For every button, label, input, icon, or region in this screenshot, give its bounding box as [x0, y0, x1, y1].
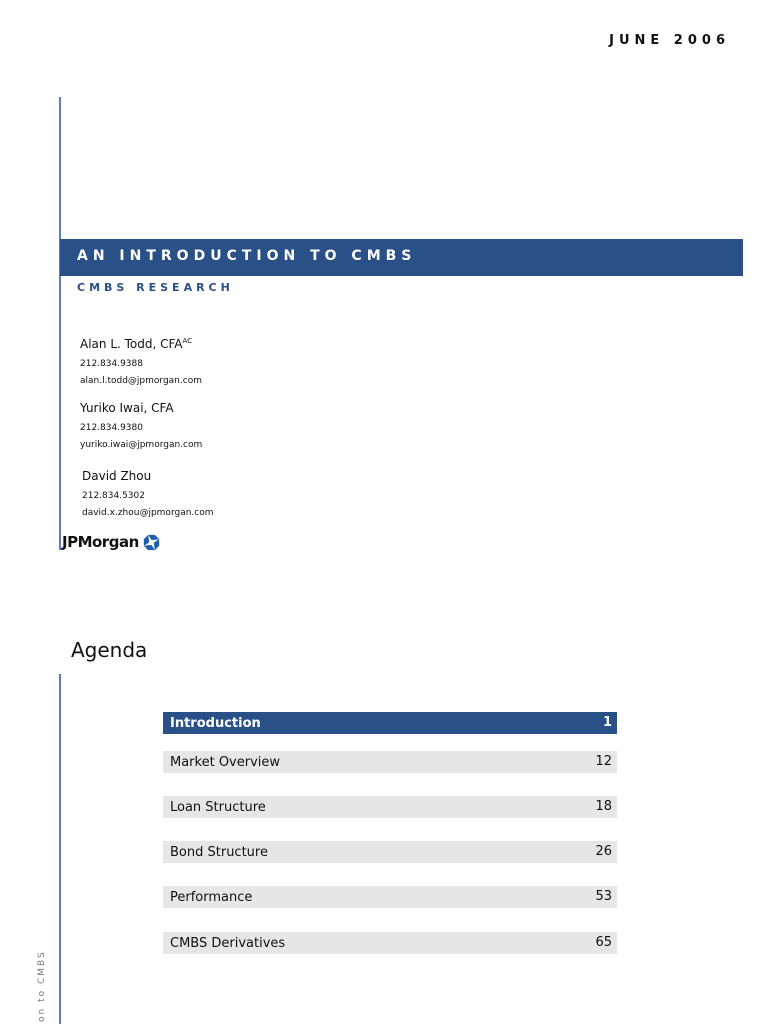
agenda-item-cmbs-derivatives[interactable]: [163, 932, 617, 954]
author-email[interactable]: yuriko.iwai@jpmorgan.com: [80, 440, 203, 450]
report-title: AN INTRODUCTION TO CMBS: [77, 248, 417, 264]
agenda-title: Agenda: [71, 638, 148, 662]
agenda-item-label: Loan Structure: [170, 800, 266, 815]
agenda-item-bond-structure[interactable]: [163, 841, 617, 863]
author-block: [80, 334, 202, 387]
report-subtitle: CMBS RESEARCH: [77, 281, 234, 294]
author-email[interactable]: alan.l.todd@jpmorgan.com: [80, 376, 202, 386]
author-phone: 212.834.5302: [82, 491, 145, 501]
chase-octagon-icon: [143, 534, 160, 551]
left-rule-top: [59, 97, 61, 550]
report-date: JUNE 2006: [609, 33, 730, 48]
agenda-item-page: 18: [595, 799, 612, 814]
agenda-item-introduction[interactable]: [163, 712, 617, 734]
left-rule-bottom: [59, 674, 61, 1024]
agenda-item-page: 65: [595, 935, 612, 950]
agenda-item-label: Bond Structure: [170, 845, 268, 860]
agenda-item-page: 53: [595, 889, 612, 904]
agenda-item-label: Introduction: [170, 716, 261, 731]
author-name: Yuriko Iwai, CFA: [80, 401, 174, 415]
agenda-item-page: 26: [595, 844, 612, 859]
author-block: [82, 469, 214, 519]
agenda-item-label: CMBS Derivatives: [170, 936, 286, 951]
side-running-title: on to CMBS: [37, 950, 47, 1022]
agenda-item-page: 12: [595, 754, 612, 769]
title-banner: [60, 239, 743, 276]
agenda-item-page: 1: [602, 715, 612, 730]
logo-text: JPMorgan: [62, 533, 139, 551]
author-block: [80, 401, 202, 451]
author-phone: 212.834.9388: [80, 359, 143, 369]
agenda-item-label: Market Overview: [170, 755, 281, 770]
agenda-item-performance[interactable]: [163, 886, 617, 908]
author-name: David Zhou: [82, 469, 152, 483]
author-suffix: AC: [182, 337, 193, 345]
jpmorgan-logo: [62, 532, 160, 552]
agenda-item-loan-structure[interactable]: [163, 796, 617, 818]
author-email[interactable]: david.x.zhou@jpmorgan.com: [82, 508, 214, 518]
author-phone: 212.834.9380: [80, 423, 143, 433]
agenda-item-market-overview[interactable]: [163, 751, 617, 773]
agenda-item-label: Performance: [170, 890, 253, 905]
author-name: Alan L. Todd, $CFA^{AC}$: [80, 337, 193, 351]
